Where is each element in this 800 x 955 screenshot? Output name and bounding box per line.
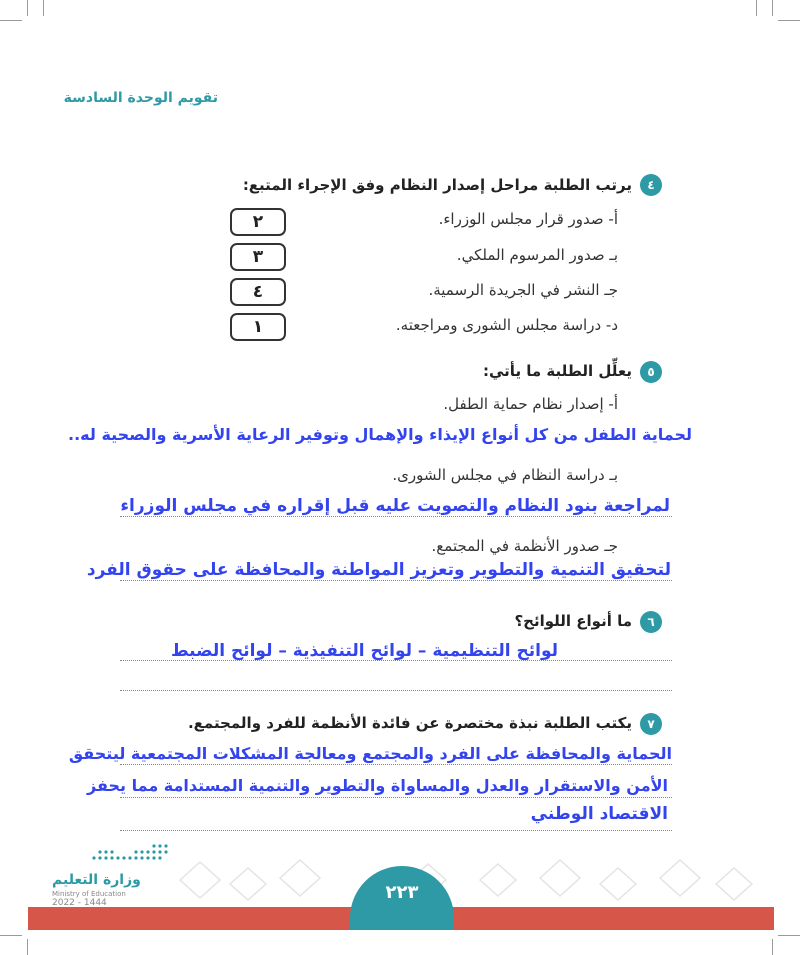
footer-diamond-pattern bbox=[160, 850, 770, 908]
q7-answer-line-2: الأمن والاستقرار والعدل والمساواة والتطوير والتنمية المستدامة مما يحفز bbox=[87, 776, 668, 795]
q4-item-d: د- دراسة مجلس الشورى ومراجعته. bbox=[395, 316, 618, 334]
crop-mark bbox=[0, 20, 22, 21]
crop-mark bbox=[772, 0, 773, 16]
ministry-name-english: Ministry of Education bbox=[52, 890, 126, 898]
page-number: ٢٢٣ bbox=[385, 882, 419, 903]
crop-mark bbox=[772, 939, 773, 955]
crop-mark bbox=[778, 20, 800, 21]
unit-header: تقويم الوحدة السادسة bbox=[63, 90, 218, 106]
question-number-5: ٥ bbox=[640, 361, 662, 383]
q5-item-c: جـ صدور الأنظمة في المجتمع. bbox=[431, 537, 618, 555]
question-number-4: ٤ bbox=[640, 174, 662, 196]
crop-mark bbox=[756, 0, 757, 16]
q6-answer: لوائح التنظيمية – لوائح التنفيذية – لوائح الضبط bbox=[170, 641, 558, 661]
answer-line bbox=[120, 690, 672, 691]
answer-line bbox=[120, 830, 672, 831]
q4-item-c: جـ النشر في الجريدة الرسمية. bbox=[428, 281, 618, 299]
ministry-name-arabic: وزارة التعليم bbox=[52, 872, 141, 888]
edition-year: 2022 - 1444 bbox=[52, 898, 107, 908]
crop-mark bbox=[0, 935, 22, 936]
question-7-title: يكتب الطلبة نبذة مختصرة عن فائدة الأنظمة للفرد والمجتمع. bbox=[187, 714, 632, 732]
question-5-title: يعلِّل الطلبة ما يأتي: bbox=[483, 362, 632, 380]
crop-mark bbox=[27, 939, 28, 955]
q5-item-a: أ- إصدار نظام حماية الطفل. bbox=[443, 395, 618, 413]
question-number-7: ٧ bbox=[640, 713, 662, 735]
crop-mark bbox=[27, 0, 28, 16]
question-6-title: ما أنواع اللوائح؟ bbox=[514, 612, 632, 630]
q4-order-box-b[interactable]: ٣ bbox=[230, 243, 286, 271]
answer-line bbox=[120, 797, 672, 798]
q4-order-box-a[interactable]: ٢ bbox=[230, 208, 286, 236]
q5-item-b: بـ دراسة النظام في مجلس الشورى. bbox=[392, 466, 618, 484]
q4-item-a: أ- صدور قرار مجلس الوزراء. bbox=[438, 210, 618, 228]
q4-order-box-d[interactable]: ١ bbox=[230, 313, 286, 341]
crop-mark bbox=[778, 935, 800, 936]
crop-mark bbox=[43, 0, 44, 16]
q4-order-box-c[interactable]: ٤ bbox=[230, 278, 286, 306]
answer-line bbox=[120, 580, 672, 581]
question-number-6: ٦ bbox=[640, 611, 662, 633]
q7-answer-line-3: الاقتصاد الوطني bbox=[530, 804, 668, 824]
q5-answer-c: لتحقيق التنمية والتطوير وتعزيز المواطنة والمحافظة على حقوق الفرد bbox=[86, 560, 671, 580]
q4-item-b: بـ صدور المرسوم الملكي. bbox=[456, 246, 618, 264]
answer-line bbox=[120, 516, 672, 517]
q5-answer-a: لحماية الطفل من كل أنواع الإيذاء والإهمال وتوفير الرعاية الأسرية والصحية له.. bbox=[68, 425, 692, 444]
q5-answer-b: لمراجعة بنود النظام والتصويت عليه قبل إقراره في مجلس الوزراء bbox=[120, 496, 670, 516]
ministry-logo-icon bbox=[90, 842, 170, 864]
answer-line bbox=[120, 764, 672, 765]
q7-answer-line-1: الحماية والمحافظة على الفرد والمجتمع ومعالجة المشكلات المجتمعية ليتحقق bbox=[68, 744, 672, 763]
question-4-title: يرتب الطلبة مراحل إصدار النظام وفق الإجراء المتبع: bbox=[242, 176, 632, 194]
